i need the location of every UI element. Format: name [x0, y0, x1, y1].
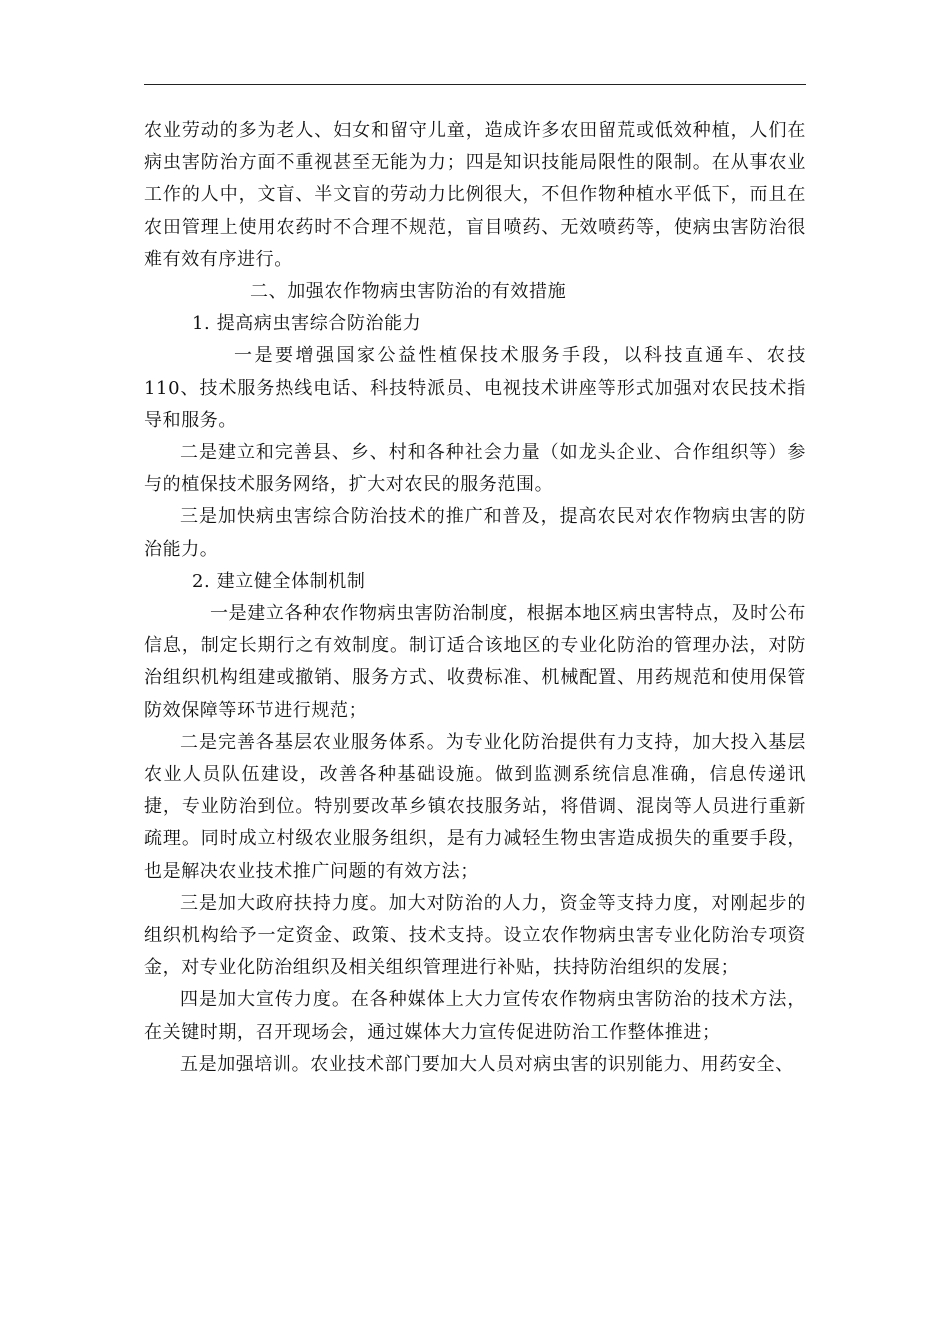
- subsection-heading-2: 2. 建立健全体制机制: [192, 570, 366, 592]
- paragraph-mechanism-2: 二是完善各基层农业服务体系。为专业化防治提供有力支持，加大投入基层农业人员队伍建设，改善各种基础设施。做到监测系统信息准确，信息传递讯捷，专业防治到位。特别要改革乡镇农技服务站，将借调、混岗等人员进行重新疏理。同时成立村级农业服务组织，是有力减轻生物虫害造成损失的重要手段，也是解决农业技术推广问题的有效方法；: [144, 731, 806, 882]
- header-rule: [144, 84, 806, 85]
- paragraph-mechanism-3: 三是加大政府扶持力度。加大对防治的人力，资金等支持力度，对刚起步的组织机构给予一定资金、政策、技术支持。设立农作物病虫害专业化防治专项资金，对专业化防治组织及相关组织管理进行补贴，扶持防治组织的发展；: [144, 892, 806, 979]
- subsection-heading-1: 1. 提高病虫害综合防治能力: [192, 313, 422, 335]
- paragraph-continuation: 农业劳动的多为老人、妇女和留守儿童，造成许多农田留荒或低效种植，人们在病虫害防治方面不重视甚至无能为力；四是知识技能局限性的限制。在从事农业工作的人中，文盲、半文盲的劳动力比例很大，不但作物种植水平低下，而且在农田管理上使用农药时不合理不规范，盲目喷药、无效喷药等，使病虫害防治很难有效有序进行。: [144, 120, 806, 270]
- paragraph-measure-2: 二是建立和完善县、乡、村和各种社会力量（如龙头企业、合作组织等）参与的植保技术服务网络，扩大对农民的服务范围。: [144, 442, 806, 496]
- document-body: [144, 115, 806, 1081]
- paragraph-mechanism-4: 四是加大宣传力度。在各种媒体上大力宣传农作物病虫害防治的技术方法，在关键时期，召开现场会，通过媒体大力宣传促进防治工作整体推进；: [144, 989, 806, 1043]
- paragraph-mechanism-1: 一是建立各种农作物病虫害防治制度，根据本地区病虫害特点，及时公布信息，制定长期行之有效制度。制订适合该地区的专业化防治的管理办法，对防治组织机构组建或撤销、服务方式、收费标准、机械配置、用药规范和使用保管防效保障等环节进行规范；: [144, 603, 806, 721]
- paragraph-mechanism-5: 五是加强培训。农业技术部门要加大人员对病虫害的识别能力、用药安全、: [180, 1053, 794, 1075]
- paragraph-measure-1: 一是要增强国家公益性植保技术服务手段，以科技直通车、农技 110、技术服务热线电话、科技特派员、电视技术讲座等形式加强对农民技术指导和服务。: [144, 345, 806, 431]
- section-heading: 二、加强农作物病虫害防治的有效措施: [250, 281, 567, 303]
- paragraph-measure-3: 三是加快病虫害综合防治技术的推广和普及，提高农民对农作物病虫害的防治能力。: [144, 506, 806, 560]
